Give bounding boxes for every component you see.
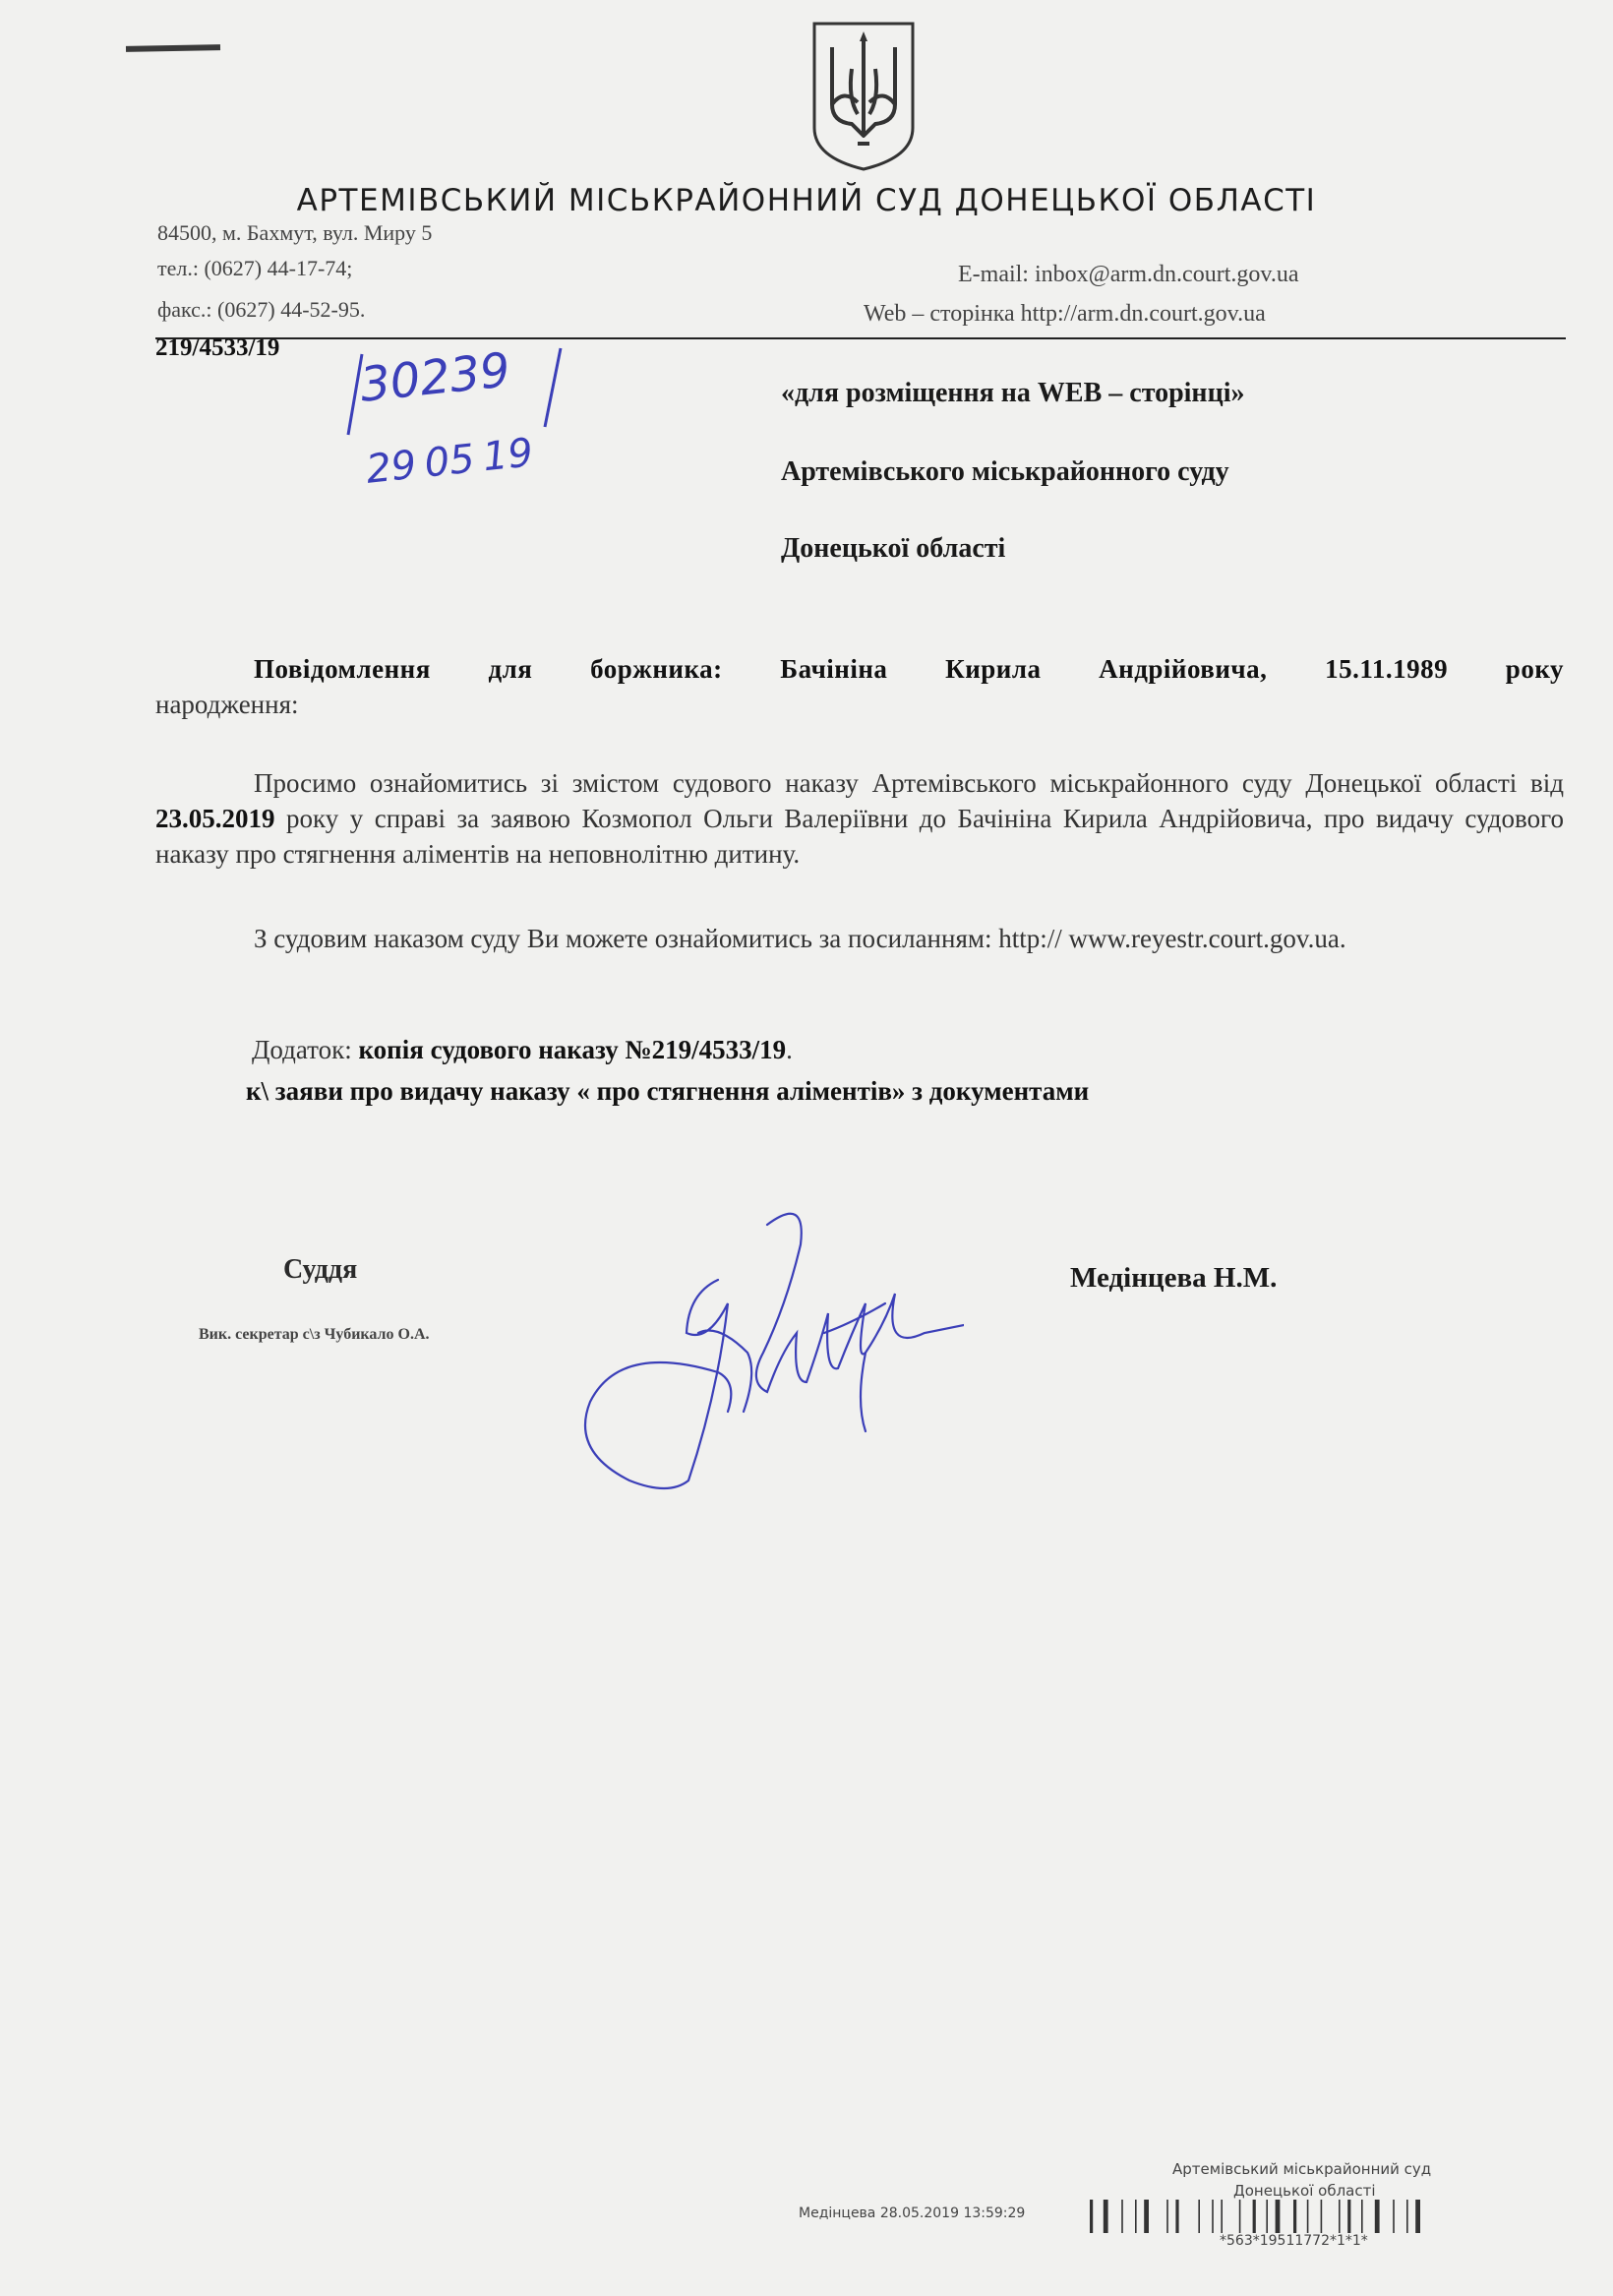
trident-emblem-icon bbox=[808, 20, 919, 173]
barcode-icon bbox=[1090, 2200, 1542, 2233]
court-address: 84500, м. Бахмут, вул. Миру 5 bbox=[157, 220, 433, 245]
barcode-bar bbox=[1339, 2200, 1341, 2233]
order-date: 23.05.2019 bbox=[155, 804, 275, 833]
barcode-bar bbox=[1090, 2200, 1093, 2233]
attachment-item-1-end: . bbox=[786, 1035, 793, 1064]
barcode-bar bbox=[1221, 2200, 1223, 2233]
secretary-note: Вик. секретар с\з Чубикало О.А. bbox=[199, 1326, 430, 1343]
barcode-bar bbox=[1166, 2200, 1168, 2233]
addressee-line-1: «для розміщення на WEB – сторінці» bbox=[781, 378, 1245, 408]
barcode-bar bbox=[1375, 2200, 1380, 2233]
judge-name: Медінцева Н.М. bbox=[1070, 1262, 1278, 1294]
court-email: E-mail: inbox@arm.dn.court.gov.ua bbox=[958, 262, 1299, 287]
judge-signature-icon bbox=[570, 1185, 964, 1500]
barcode-bar bbox=[1121, 2200, 1123, 2233]
barcode-bar bbox=[1393, 2200, 1395, 2233]
barcode-bar bbox=[1135, 2200, 1137, 2233]
handwritten-reg-number: 30239 bbox=[357, 342, 513, 413]
notice-heading-text: Повідомлення для боржника: Бачініна Кирила Андрійовича, 15.11.1989 року bbox=[254, 654, 1564, 684]
attachment-item-1: копія судового наказу №219/4533/19 bbox=[358, 1035, 787, 1064]
judge-label: Суддя bbox=[283, 1254, 358, 1285]
barcode-bar bbox=[1198, 2200, 1200, 2233]
court-phone: тел.: (0627) 44-17-74; bbox=[157, 256, 353, 280]
barcode-bar bbox=[1406, 2200, 1408, 2233]
attachment-label: Додаток: bbox=[252, 1035, 352, 1064]
link-paragraph bbox=[155, 921, 1564, 956]
barcode-bar bbox=[1293, 2200, 1296, 2233]
barcode-bar bbox=[1415, 2200, 1420, 2233]
registration-number: 219/4533/19 bbox=[155, 334, 280, 361]
notice-text-a: Просимо ознайомитись зі змістом судового наказу Артемівського міськрайонного суду Донецької області від bbox=[254, 768, 1564, 798]
handwritten-number bbox=[336, 332, 592, 493]
barcode-bar bbox=[1175, 2200, 1178, 2233]
barcode-bar bbox=[1276, 2200, 1281, 2233]
addressee-line-3: Донецької області bbox=[781, 533, 1006, 564]
court-title: АРТЕМІВСЬКИЙ МІСЬКРАЙОННИЙ СУД ДОНЕЦЬКОЇ ОБЛАСТІ bbox=[296, 183, 1317, 218]
barcode-bar bbox=[1266, 2200, 1268, 2233]
stamp-registration: Медінцева 28.05.2019 13:59:29 bbox=[799, 2205, 1026, 2221]
barcode-bar bbox=[1347, 2200, 1350, 2233]
notice-heading-end: народження: bbox=[155, 690, 299, 719]
link-text: З судовим наказом суду Ви можете ознайомитись за посиланням: http:// www.reyestr.court.gov.ua. bbox=[254, 924, 1346, 953]
barcode-bar bbox=[1361, 2200, 1363, 2233]
addressee-line-2: Артемівського міськрайонного суду bbox=[781, 456, 1229, 487]
barcode-bar bbox=[1253, 2200, 1256, 2233]
notice-paragraph bbox=[155, 765, 1564, 872]
notice-text-b: року у справі за заявою Козмопол Ольги Валеріївни до Бачініна Кирила Андрійовича, про видачу судового наказу про стягнення аліментів на неповнолітню дитину. bbox=[155, 804, 1565, 869]
stamp-court-line-1: Артемівський міськрайонний суд bbox=[1172, 2160, 1432, 2178]
court-web: Web – сторінка http://arm.dn.court.gov.ua bbox=[864, 301, 1266, 327]
barcode-bar bbox=[1212, 2200, 1214, 2233]
barcode-bar bbox=[1321, 2200, 1323, 2233]
attachment-item-2: к\ заяви про видачу наказу « про стягнення аліментів» з документами bbox=[246, 1076, 1090, 1106]
scan-mark bbox=[126, 44, 220, 52]
stamp-court-line-2: Донецької області bbox=[1233, 2182, 1376, 2200]
barcode-bar bbox=[1307, 2200, 1309, 2233]
court-fax: факс.: (0627) 44-52-95. bbox=[157, 297, 366, 322]
barcode-bar bbox=[1144, 2200, 1149, 2233]
barcode-bar bbox=[1239, 2200, 1241, 2233]
notice-heading bbox=[155, 651, 1564, 687]
barcode-text: *563*19511772*1*1* bbox=[1220, 2233, 1368, 2249]
attachment-line-1 bbox=[252, 1035, 793, 1065]
barcode-bar bbox=[1104, 2200, 1108, 2233]
handwritten-date: 29 05 19 bbox=[364, 430, 536, 493]
